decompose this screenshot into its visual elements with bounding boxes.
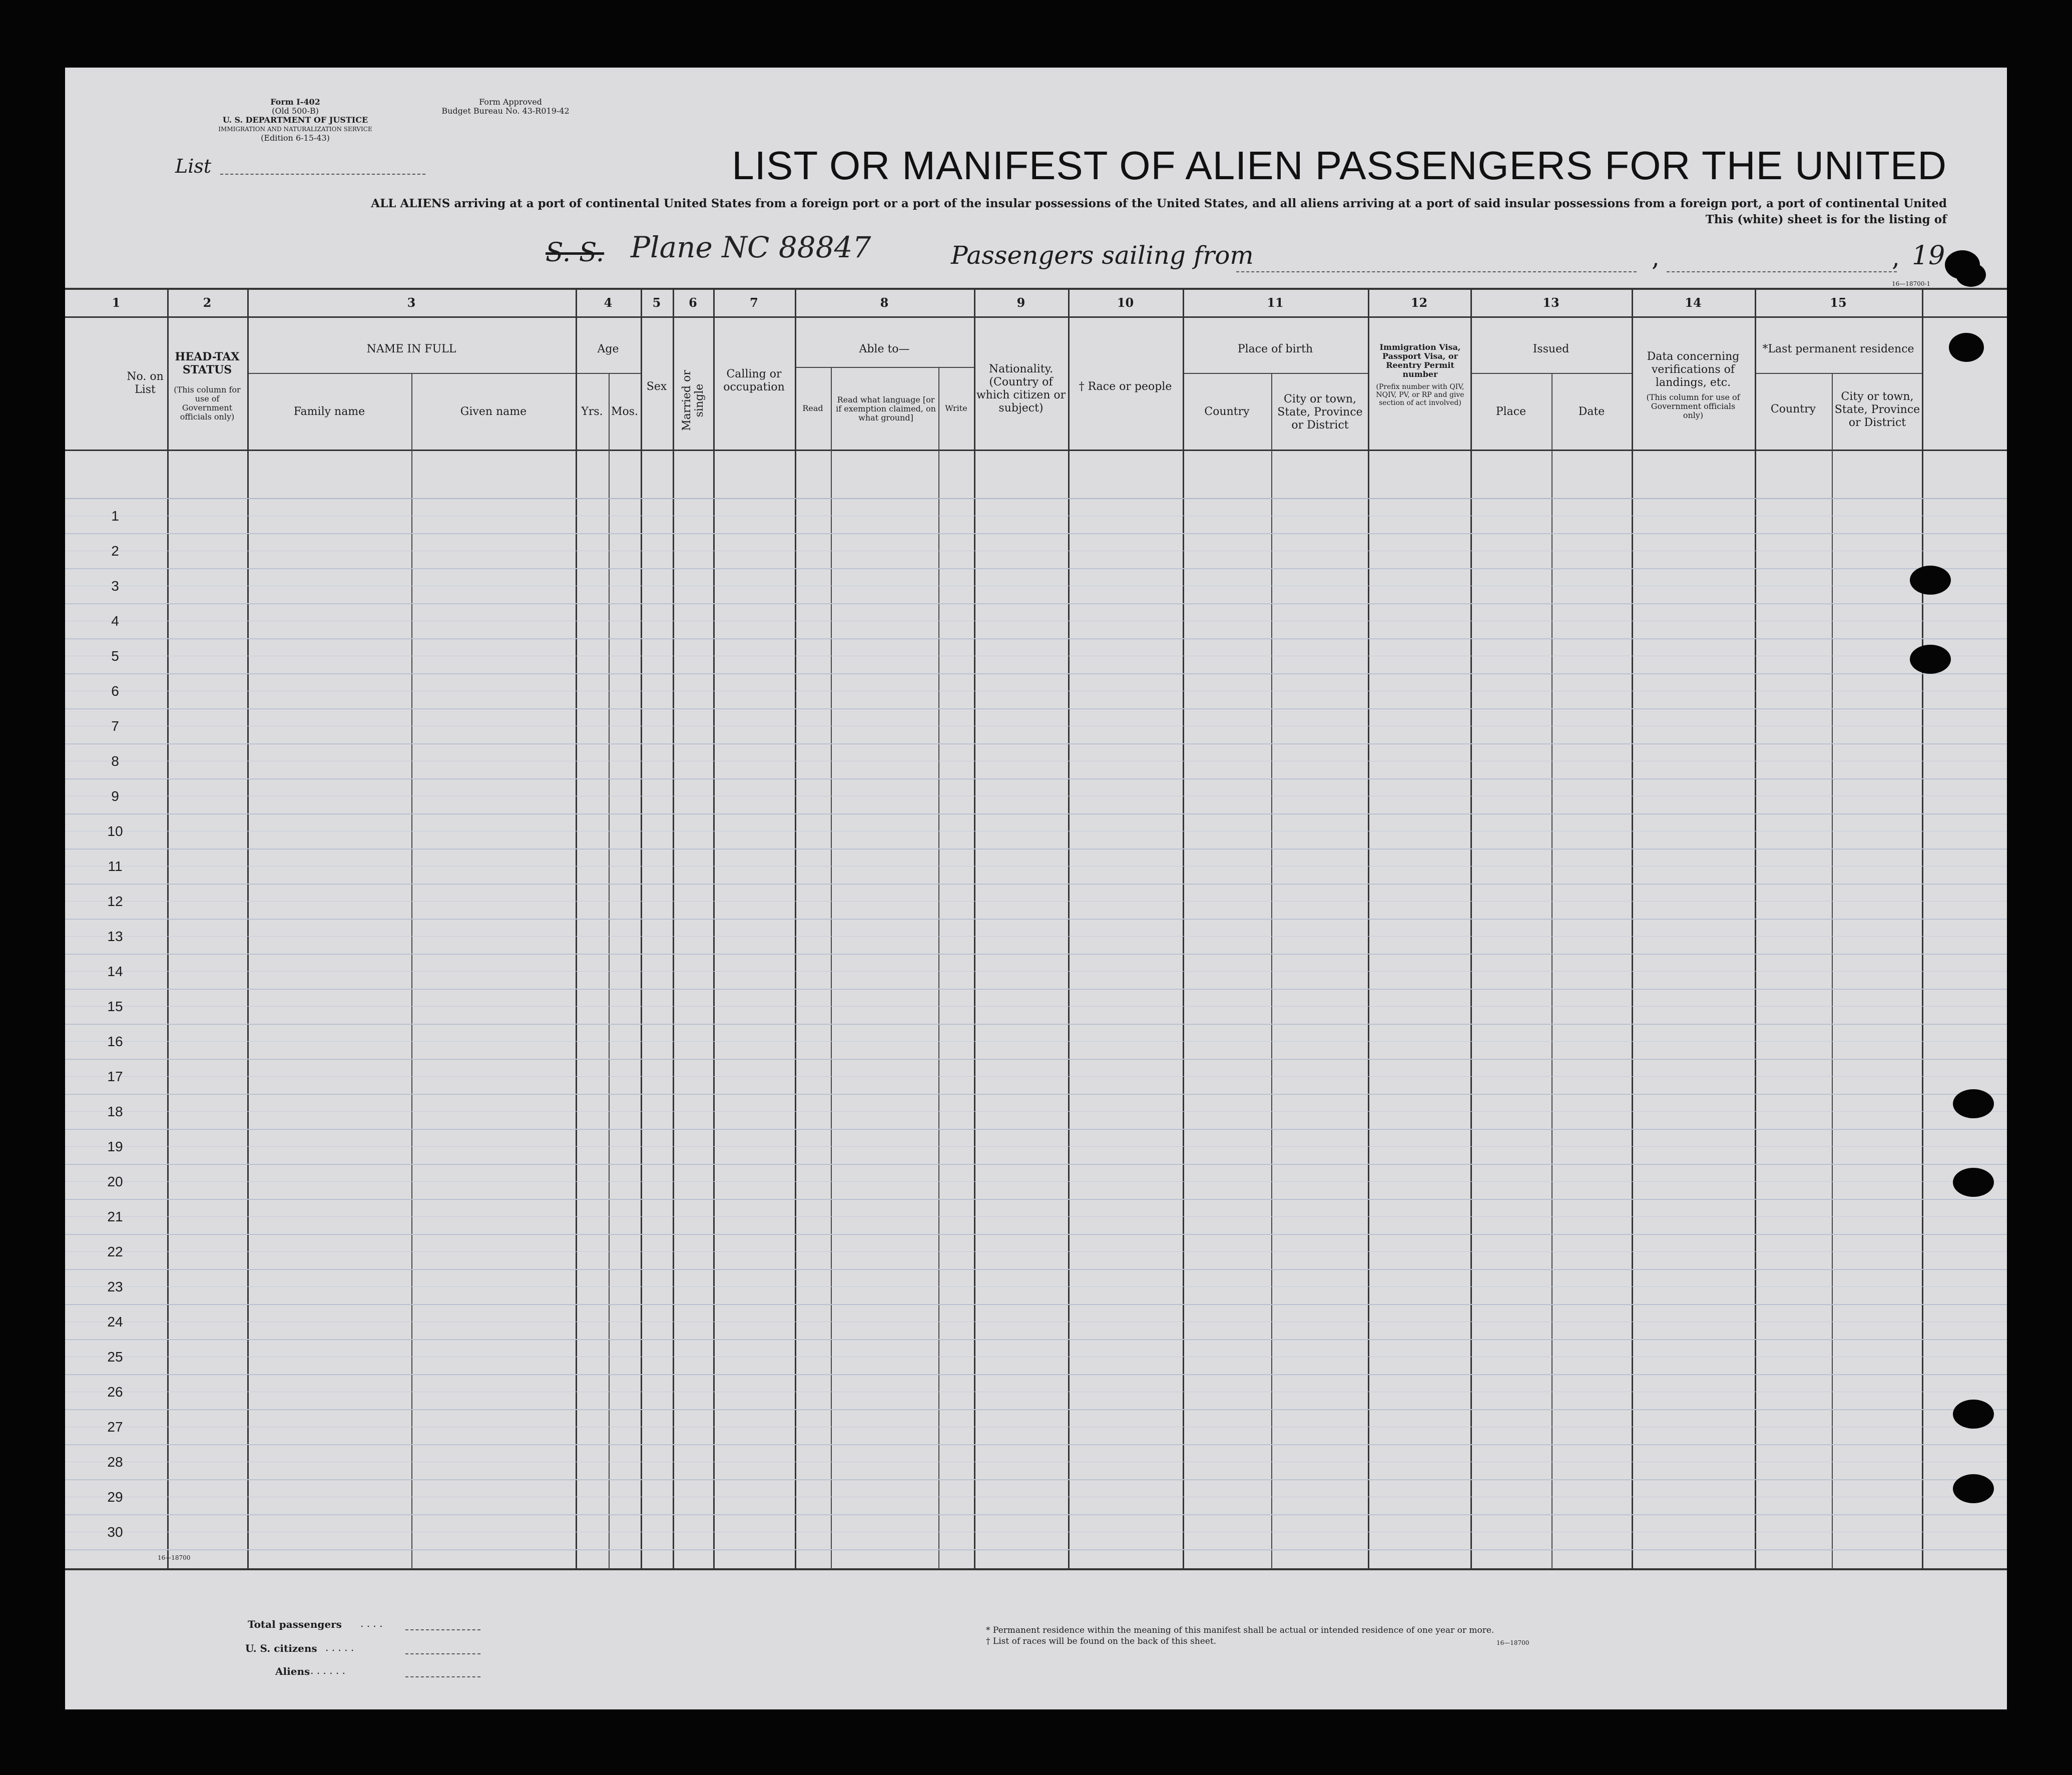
subtitle-line-2: This (white) sheet is for the listing of [1705,213,1947,226]
col-number-14: 14 [1685,295,1702,310]
row-number: 4 [111,613,119,629]
header-married: Married or single [681,370,706,431]
dots-1: . . . . [360,1617,383,1629]
header-calling: Calling or occupation [723,368,785,393]
col-line-6 [713,288,715,1569]
row-subrule [65,1146,2007,1147]
col-number-1: 1 [112,295,121,310]
header-visa: Immigration Visa, Passport Visa, or Reentry Permit number [1379,342,1461,379]
punch-hole [1949,333,1984,362]
header-read: Read [802,403,823,413]
row-subrule [65,813,2007,814]
row-number: 11 [108,858,123,874]
punch-hole [1956,263,1986,287]
punch-hole [1953,1474,1994,1503]
header-yrs: Yrs. [581,405,603,418]
col-line-7 [795,288,796,1569]
row-number: 30 [107,1524,123,1540]
form-edition: (Edition 6-15-43) [261,133,330,143]
row-number: 15 [107,999,123,1014]
row-subrule [65,1444,2007,1445]
row-number: 25 [107,1349,123,1365]
row-number: 12 [107,894,123,909]
total-passengers-field[interactable] [405,1628,480,1630]
row-subrule [65,673,2007,674]
row-subrule [65,936,2007,937]
budget-bureau: Budget Bureau No. 43-R019-42 [441,106,570,116]
rule-h-able [795,367,974,368]
col-line-8b [938,367,939,1569]
header-bottom-rule [65,450,2007,451]
row-number: 16 [107,1034,123,1049]
footnote-2: † List of races will be found on the back of this sheet. [986,1636,1217,1646]
row-number: 27 [107,1419,123,1435]
punch-hole [1953,1168,1994,1197]
header-issued: Issued [1532,343,1570,355]
header-place: Place [1495,405,1526,418]
us-citizens-field[interactable] [405,1652,480,1654]
header-head-tax: HEAD-TAX STATUS [175,350,240,376]
row-subrule [65,708,2007,709]
row-subrule [65,971,2007,972]
row-number: 24 [107,1314,123,1329]
form-approved: Form Approved [479,97,542,107]
us-citizens-label: U. S. citizens [245,1642,317,1654]
row-subrule [65,1374,2007,1375]
header-nationality: Nationality. (Country of which citizen or subject) [976,363,1066,414]
rule-h-residence [1755,373,1922,374]
header-place-of-birth: Place of birth [1237,343,1313,355]
rule-h-birth [1183,373,1368,374]
header-visa-note: (Prefix number with QIV, NQIV, PV, or RP and give section of act involved) [1376,383,1464,407]
row-number: 20 [107,1174,123,1189]
col-number-9: 9 [1016,295,1025,310]
header-read-language: Read what language [or if exemption claimed, on what ground] [836,395,936,422]
row-subrule [65,848,2007,849]
col-number-15: 15 [1830,295,1847,310]
row-number: 18 [107,1104,123,1119]
ss-label: S. S. [546,238,605,268]
row-number: 28 [107,1454,123,1470]
col-line-3 [576,288,577,1569]
col-line-10 [1183,288,1184,1569]
col-number-3: 3 [407,295,416,310]
row-subrule [65,778,2007,779]
row-number: 10 [107,823,123,839]
row-subrule [65,1339,2007,1340]
col-number-5: 5 [652,295,661,310]
row-subrule [65,1181,2007,1182]
row-number: 3 [111,578,119,594]
col-line-13 [1632,288,1633,1569]
col-line-5 [673,288,674,1569]
col-line-2 [247,288,249,1569]
col-number-12: 12 [1410,295,1428,310]
code-right: 16—18700 [1496,1639,1529,1646]
col-number-6: 6 [689,295,697,310]
aliens-field[interactable] [405,1675,480,1677]
header-city-town: City or town, State, Province or District [1277,393,1363,431]
row-number: 6 [111,683,119,699]
row-subrule [65,743,2007,744]
header-city-town-2: City or town, State, Province or District [1834,390,1920,429]
row-subrule [65,1549,2007,1550]
row-number: 22 [107,1244,123,1259]
row-number: 1 [111,508,119,524]
row-subrule [65,1216,2007,1217]
list-label: List [175,155,212,177]
header-last-residence: *Last permanent residence [1762,343,1914,355]
row-number: 8 [111,753,119,769]
punch-hole [1910,645,1951,674]
header-data-note: (This column for use of Government officials only) [1646,392,1740,420]
header-name-in-full: NAME IN FULL [366,343,456,355]
passengers-label: Passengers sailing from [951,241,1254,270]
subtitle-line-1: ALL ALIENS arriving at a port of continental United States from a foreign port or a port of the insular possessions of the United States, and all aliens arriving at a port of said insular possessions from a foreign port, a port of continental United [371,197,1947,210]
header-head-tax-note: (This column for use of Government officials only) [174,385,241,421]
row-number: 13 [107,929,123,944]
col-number-10: 10 [1117,295,1134,310]
code-top-right: 16—18700-1 [1892,280,1931,287]
footnote-1: * Permanent residence within the meaning of this manifest shall be actual or intended residence of one year or more. [986,1625,1494,1635]
row-subrule [65,1321,2007,1322]
row-subrule [65,883,2007,884]
header-sex: Sex [646,380,667,393]
date-field[interactable] [1667,270,1897,272]
row-number: 29 [107,1489,123,1505]
manifest-sheet [65,68,2007,1709]
header-date: Date [1578,405,1605,418]
row-number: 17 [107,1069,123,1084]
header-race: † Race or people [1079,380,1172,393]
row-subrule [65,1251,2007,1252]
row-subrule [65,1286,2007,1287]
punch-hole [1953,1089,1994,1118]
header-write: Write [945,403,967,413]
col-number-8: 8 [880,295,889,310]
col-line-4 [641,288,642,1569]
row-number: 26 [107,1384,123,1400]
row-rule [65,498,2007,499]
row-number: 14 [107,964,123,979]
rule-h-age [576,373,641,374]
row-subrule [65,1006,2007,1007]
comma: , [1652,243,1660,272]
col-line-14 [1755,288,1756,1569]
row-number: 19 [107,1139,123,1154]
code-left: 16—18700 [158,1554,191,1561]
rule-h-issued [1470,373,1632,374]
row-subrule [65,1076,2007,1077]
header-country-2: Country [1770,403,1816,415]
aliens-label: Aliens [275,1665,310,1677]
row-subrule [65,568,2007,569]
header-no-on-list: No. on List [127,370,164,396]
col-number-7: 7 [750,295,758,310]
table-bottom-rule [65,1568,2007,1570]
col-line-12 [1470,288,1472,1569]
header-num-rule [65,316,2007,318]
row-subrule [65,603,2007,604]
form-old-number: (Old 500-B) [272,106,319,116]
col-line-11 [1368,288,1369,1569]
dots-2: . . . . . [325,1641,354,1653]
row-number: 23 [107,1279,123,1294]
header-data-concerning: Data concerning verifications of landings, etc. [1647,350,1740,389]
row-subrule [65,1514,2007,1515]
punch-hole [1910,566,1951,595]
department-name: U. S. DEPARTMENT OF JUSTICE [222,115,368,125]
header-country: Country [1204,405,1250,418]
header-mos: Mos. [611,405,639,418]
col-line-15 [1922,288,1923,1569]
list-field[interactable] [220,173,425,175]
row-subrule [65,1111,2007,1112]
row-number: 2 [111,543,119,559]
row-number: 7 [111,718,119,734]
row-number: 21 [107,1209,123,1224]
col-line-8 [974,288,975,1569]
year-prefix: 19 [1912,241,1945,271]
header-given-name: Given name [460,405,527,418]
col-number-11: 11 [1267,295,1284,310]
row-number: 5 [111,648,119,664]
col-number-2: 2 [203,295,212,310]
service-name: IMMIGRATION AND NATURALIZATION SERVICE [218,126,372,133]
col-number-4: 4 [604,295,613,310]
col-line-9 [1068,288,1070,1569]
row-subrule [65,901,2007,902]
col-number-13: 13 [1542,295,1560,310]
row-subrule [65,1479,2007,1480]
header-top-rule [65,288,2007,290]
form-number: Form I-402 [270,97,320,107]
punch-hole [1953,1400,1994,1429]
header-age: Age [597,343,619,355]
row-number: 9 [111,788,119,804]
port-field[interactable] [1236,270,1637,272]
row-subrule [65,533,2007,534]
col-line-8a [831,367,832,1569]
header-able-to: Able to— [859,343,910,355]
row-subrule [65,638,2007,639]
row-subrule [65,1409,2007,1410]
vessel-handwritten: Plane NC 88847 [631,230,871,264]
header-family-name: Family name [293,405,365,418]
page-title: LIST OR MANIFEST OF ALIEN PASSENGERS FOR THE UNITED [732,143,1947,188]
col-line-1 [167,288,169,1569]
dots-3: . . . . . . [310,1664,345,1676]
comma-2: , [1892,243,1900,272]
row-subrule [65,1041,2007,1042]
total-passengers-label: Total passengers [248,1618,342,1630]
